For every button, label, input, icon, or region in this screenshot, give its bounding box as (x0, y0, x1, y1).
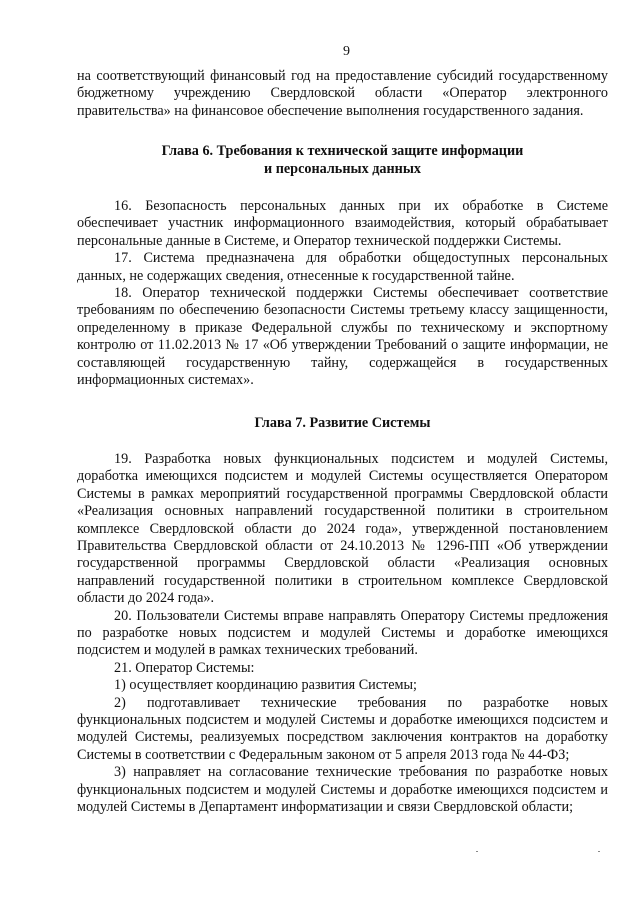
paragraph-17: 17. Система предназначена для обработки общедоступных персональных данных, не содержащих сведения, отнесенные к государственной тайне. (77, 250, 608, 284)
paragraph-19: 19. Разработка новых функциональных подсистем и модулей Системы, доработка имеющихся подсистем и модулей Системы осуществляется Оператором Системы в рамках мероприятий государственной программы Свердловской области «Реализация основных направлений государственной политики в строительном комплексе Свердловской области до 2024 года», утвержденной постановлением Правительства Свердловской области от 24.10.2013 № 1296-ПП «Об утверждении государственной программы Свердловской области «Реализация основных направлений государственной политики в строительном комплексе Свердловской области до 2024 года». (77, 450, 608, 607)
intro-paragraph: на соответствующий финансовый год на предоставление субсидий государственному бюджетному учреждению Свердловской области «Оператор электронного правительства» на финансовое обеспечение выполнения государственного задания. (77, 68, 608, 119)
paragraph-20: 20. Пользователи Системы вправе направлять Оператору Системы предложения по разработке новых подсистем и модулей Системы и доработке имеющихся подсистем и модулей в рамках технических требований. (77, 607, 608, 659)
paragraph-21: 21. Оператор Системы: (114, 659, 255, 676)
paragraph-21-item-2: 2) подготавливает технические требования по разработке новых функциональных подсистем и модулей Системы и доработке имеющихся подсистем и модулей Системы, реализуемых посредством заключения контрактов на доработку Системы в соответствии с Федеральным законом от 5 апреля 2013 года № 44-ФЗ; (77, 694, 608, 763)
paragraph-21-item-3: 3) направляет на согласование технические требования по разработке новых функциональных подсистем и модулей Системы и доработке имеющихся подсистем и модулей Системы в Департамент информатизации и связи Свердловской области; (77, 764, 608, 816)
scan-speck (476, 851, 478, 852)
chapter-6-title-line-1: Глава 6. Требования к технической защите информации (161, 143, 524, 160)
paragraph-16: 16. Безопасность персональных данных при их обработке в Системе обеспечивает участник информационного взаимодействия, который обрабатывает персональные данные в Системе, и Оператор технической поддержки Системы. (77, 198, 608, 249)
chapter-7-title: Глава 7. Развитие Системы (254, 414, 431, 431)
paragraph-21-item-1: 1) осуществляет координацию развития Системы; (114, 677, 418, 694)
paragraph-18: 18. Оператор технической поддержки Системы обеспечивает соответствие требованиям по обеспечению безопасности Системы третьему классу защищенности, определенному в приказе Федеральной службы по техническому и экспортному контролю от 11.02.2013 № 17 «Об утверждении Требований о защите информации, не составляющей государственную тайну, содержащейся в государственных информационных системах». (77, 285, 608, 389)
chapter-6-heading (77, 143, 608, 178)
page-number: 9 (343, 44, 350, 59)
chapter-6-title-line-2: и персональных данных (263, 160, 421, 177)
scan-speck (598, 851, 600, 852)
chapter-7-heading (77, 415, 608, 432)
